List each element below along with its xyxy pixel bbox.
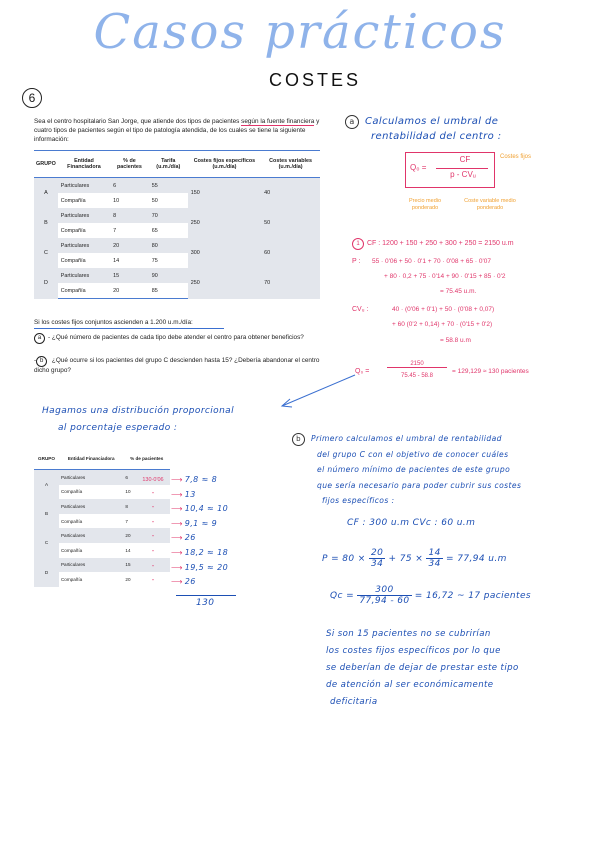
cell-pct: 14 <box>113 257 120 264</box>
result-value: 19,5 ≈ 20 <box>184 562 229 572</box>
part-a-intro <box>345 114 585 144</box>
conclusion-line: los costes fijos específicos por lo que <box>326 646 501 656</box>
result-row <box>171 488 251 503</box>
qc-label: Qc = <box>330 591 355 601</box>
cell-pct: 20 <box>125 576 131 582</box>
cell-group: D <box>34 268 58 299</box>
conclusion-line: de atención al ser económicamente <box>326 680 494 690</box>
p-line-1: 55 · 0'06 + 50 · 0'1 + 70 · 0'08 + 65 · 0'07 <box>372 258 491 265</box>
cell-entity: Particulares <box>59 558 123 573</box>
cell-pct: 20 <box>110 238 149 253</box>
table-header: Costes variables (u.m./día) <box>261 151 320 178</box>
cell-entity: Particulares <box>58 238 110 253</box>
part-a-intro-1: Calculamos el umbral de <box>365 116 499 127</box>
cell-entity: Compañía <box>60 489 83 495</box>
distribution-heading-2: al porcentaje esperado : <box>58 423 178 433</box>
question-a-text: ¿Qué número de pacientes de cada tipo debe atender el centro para obtener beneficios? <box>51 334 304 341</box>
table-row <box>34 178 320 194</box>
q0-denominator: 75.45 - 58.8 <box>400 373 434 379</box>
distribution-results <box>171 473 251 590</box>
formula-q0: Q₀ = <box>410 163 427 172</box>
cvu-result: = 58.8 u.m <box>440 337 471 344</box>
cf-text: CF : 1200 + 150 + 250 + 300 + 250 = 2150 u.m <box>367 240 514 247</box>
cell-pct: 15 <box>123 558 170 573</box>
cf-cv-values: CF : 300 u.m CVc : 60 u.m <box>347 518 476 528</box>
cell-pct: 10 <box>125 489 131 495</box>
arrow-icon: ⟶ <box>171 547 183 557</box>
note: " <box>152 506 154 513</box>
result-value: 26 <box>184 577 196 587</box>
cell-pct: 8 <box>110 208 149 223</box>
cell-group: B <box>34 208 58 238</box>
problem-text-b: según la fuente financiera <box>241 118 315 125</box>
cell-pct: 20 <box>110 283 149 299</box>
page-title: Casos prácticos <box>93 4 507 60</box>
cell-group: B <box>34 499 59 528</box>
arrow-icon: ⟶ <box>171 533 183 543</box>
formula-bar <box>436 168 488 169</box>
table-row <box>34 208 320 223</box>
p-result-b: = 77,94 u.m <box>446 554 507 564</box>
result-value: 9,1 ≈ 9 <box>184 518 218 528</box>
cell-pct: 8 <box>123 499 170 514</box>
part-a-intro-2: rentabilidad del centro : <box>371 131 502 142</box>
conclusion-line: se deberían de dejar de prestar este tipo <box>326 663 519 673</box>
part-b-text <box>292 431 592 509</box>
part-a-mark: a <box>345 115 359 129</box>
table-header: Costes fijos específicos (u.m./día) <box>188 151 261 178</box>
distribution-notes <box>136 473 170 590</box>
fixed-costs-note: Si los costes fijos conjuntos ascienden a 1.200 u.m./día: <box>34 319 224 329</box>
cell-entity: Compañía <box>60 518 83 524</box>
cell-entity: Compañía <box>58 283 110 299</box>
note: 130·0'06 <box>142 477 164 483</box>
label-fixed-costs: Costes fijos <box>500 154 532 160</box>
label-price: Precio medio ponderado <box>408 198 442 211</box>
p-label-b: P = 80 × <box>322 554 366 564</box>
distribution-total: 130 <box>196 598 215 608</box>
cell-variable: 40 <box>261 178 320 209</box>
cvu-label: CVᵤ : <box>352 306 369 313</box>
note: " <box>152 491 154 498</box>
table-header: % de pacientes <box>110 151 149 178</box>
cell-pct: 7 <box>113 227 117 234</box>
q0-label: Q₀ = <box>355 368 370 375</box>
cell-variable: 60 <box>261 238 320 268</box>
cell-variable: 70 <box>261 268 320 299</box>
frac-num: 20 <box>371 548 384 558</box>
cell-tariff: 50 <box>151 197 158 204</box>
cell-fixed: 150 <box>188 178 261 209</box>
arrow-icon: ⟶ <box>171 518 183 528</box>
cell-pct: 7 <box>125 518 128 524</box>
question-a-mark: a <box>34 333 45 344</box>
result-value: 26 <box>184 533 196 543</box>
cell-fixed: 300 <box>188 238 261 268</box>
price-formula <box>322 548 601 569</box>
label-var-cost: Coste variable medio ponderado <box>464 198 516 211</box>
note: " <box>152 549 154 556</box>
cvu-line-1: 40 · (0'06 + 0'1) + 50 · (0'08 + 0,07) <box>392 306 495 313</box>
cell-fixed: 250 <box>188 268 261 299</box>
result-row <box>171 531 251 546</box>
frac-den: 77,94 - 60 <box>359 596 410 606</box>
total-line <box>176 595 236 596</box>
problem-text-c: y cuatro tipos de pacientes según el tipo de patología atendida, de los cuales se tiene la siguiente información: <box>34 118 320 143</box>
note: " <box>152 520 154 527</box>
formula-cf: CF <box>459 155 471 164</box>
cell-group: C <box>34 238 58 268</box>
cell-variable: 50 <box>261 208 320 238</box>
table-header: Tarifa (u.m./día) <box>149 151 188 178</box>
cell-tariff: 70 <box>149 208 188 223</box>
qc-result: = 16,72 ~ 17 pacientes <box>414 591 531 601</box>
frac-num: 300 <box>357 585 411 596</box>
q0-numerator: 2150 <box>387 361 447 368</box>
result-value: 13 <box>184 489 196 499</box>
frac-num: 14 <box>428 548 441 558</box>
cell-entity: Particulares <box>59 528 123 543</box>
part-b-text-5: fijos específicos : <box>322 496 395 505</box>
cell-fixed: 250 <box>188 208 261 238</box>
arrow-icon: ⟶ <box>171 489 183 499</box>
result-row <box>171 473 251 488</box>
cell-tariff: 90 <box>149 268 188 283</box>
result-value: 7,8 ≈ 8 <box>184 475 218 484</box>
cell-entity: Compañía <box>60 547 83 553</box>
cell-entity: Particulares <box>58 268 110 283</box>
cell-entity: Compañía <box>60 197 86 204</box>
result-row <box>171 561 251 576</box>
p-label: P : <box>352 258 361 265</box>
cell-entity: Compañía <box>60 576 83 582</box>
p-plus: + 75 × <box>388 554 424 564</box>
cell-entity: Particulares <box>58 208 110 223</box>
data-table <box>34 150 320 299</box>
dash-a: - <box>48 334 51 341</box>
part-b-text-2: del grupo C con el objetivo de conocer cuáles <box>317 449 509 459</box>
part-b-mark: b <box>292 433 305 446</box>
p-result: = 75.45 u.m. <box>440 288 477 295</box>
cell-group: C <box>34 528 59 557</box>
problem-text-a: Sea el centro hospitalario San Jorge, que atiende dos tipos de pacientes <box>34 118 242 125</box>
table-row <box>34 268 320 283</box>
cvu-line-2: + 60 (0'2 + 0,14) + 70 · (0'15 + 0'2) <box>392 321 493 328</box>
table-header: GRUPO <box>34 447 59 470</box>
cf-line <box>352 238 592 250</box>
note: " <box>152 535 154 542</box>
dash-b: - <box>34 357 37 364</box>
result-row <box>171 546 251 561</box>
fraction <box>369 548 385 569</box>
cell-pct: 6 <box>123 470 170 485</box>
result-row <box>171 502 251 517</box>
cell-pct: 14 <box>125 547 131 553</box>
conclusion-line: Si son 15 pacientes no se cubrirían <box>326 629 491 639</box>
arrow-icon: ⟶ <box>171 577 183 587</box>
conclusion <box>326 626 596 711</box>
result-value: 18,2 ≈ 18 <box>184 547 229 557</box>
cell-group: A <box>34 470 59 500</box>
distribution-heading-1: Hagamos una distribución proporcional <box>42 406 235 416</box>
table-row <box>34 238 320 253</box>
part-b-text-3: el número mínimo de pacientes de este grupo <box>317 465 511 474</box>
question-a <box>34 333 324 344</box>
cell-tariff: 65 <box>151 227 158 234</box>
cell-entity: Compañía <box>60 257 86 264</box>
cell-group: D <box>34 558 59 587</box>
result-row <box>171 575 251 590</box>
page-subtitle: COSTES <box>268 70 361 90</box>
question-b-mark: b <box>36 356 47 367</box>
problem-statement <box>34 117 324 144</box>
cell-entity: Compañía <box>60 227 86 234</box>
arrow-icon: ⟶ <box>171 475 183 484</box>
part-b-text-1: Primero calculamos el umbral de rentabilidad <box>311 434 502 443</box>
step-mark: 1 <box>352 238 364 250</box>
cell-tariff: 55 <box>149 178 188 194</box>
cell-entity: Particulares <box>59 499 123 514</box>
arrow-icon: ⟶ <box>171 504 183 514</box>
frac-den: 34 <box>371 559 384 569</box>
fraction <box>357 585 411 606</box>
cell-entity: Particulares <box>58 178 110 194</box>
cell-entity: Particulares <box>59 470 123 485</box>
table-header: % de pacientes <box>123 447 170 470</box>
cell-tariff: 85 <box>149 283 188 299</box>
p-line-2: + 80 · 0,2 + 75 · 0'14 + 90 · 0'15 + 85 · 0'2 <box>384 273 506 280</box>
table-header: Entidad Financiadora <box>58 151 110 178</box>
cell-tariff: 75 <box>151 257 158 264</box>
note: " <box>152 579 154 586</box>
note: " <box>152 564 154 571</box>
cell-tariff: 80 <box>149 238 188 253</box>
frac-den: 34 <box>428 559 441 569</box>
cell-group: A <box>34 178 58 209</box>
result-value: 10,4 ≈ 10 <box>184 504 229 514</box>
cell-pct: 20 <box>123 528 170 543</box>
result-row <box>171 517 251 532</box>
q0-result: = 129,129 ≈ 130 pacientes <box>452 368 529 375</box>
question-b-text: ¿Qué ocurre si los pacientes del grupo C descienden hasta 15? ¿Debería abandonar el centro dicho grupo? <box>34 357 320 374</box>
conclusion-line: deficitaria <box>330 697 378 707</box>
link-arrow <box>270 372 360 412</box>
arrow-icon: ⟶ <box>171 562 183 572</box>
qc-formula <box>330 585 600 606</box>
table-header: Entidad Financiadora <box>59 447 123 470</box>
cell-pct: 10 <box>113 197 120 204</box>
cell-pct: 15 <box>110 268 149 283</box>
table-header: GRUPO <box>34 151 58 178</box>
part-b-text-4: que sería necesario para poder cubrir sus costes <box>317 480 522 490</box>
formula-denominator: p - CVᵤ <box>450 170 476 179</box>
problem-number: 6 <box>22 88 42 108</box>
cell-pct: 6 <box>110 178 149 194</box>
fraction <box>426 548 442 569</box>
